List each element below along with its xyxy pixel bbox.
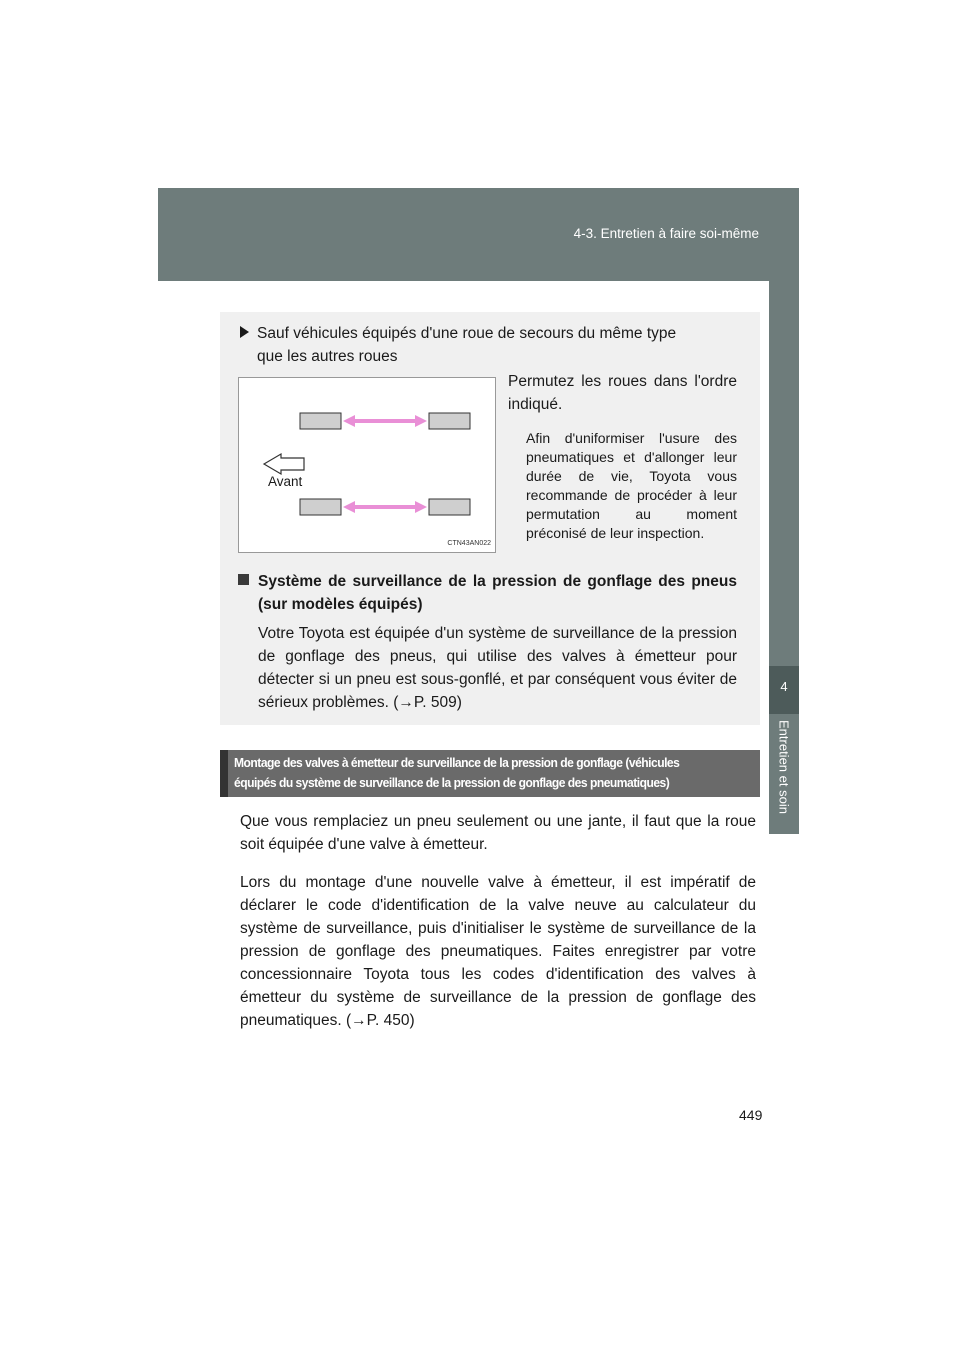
chapter-number: 4 bbox=[780, 679, 788, 694]
subheading-accent bbox=[220, 750, 228, 797]
double-arrow-rear bbox=[343, 501, 427, 513]
bullet-text-2: que les autres roues bbox=[257, 348, 398, 365]
subheading-line-1: Montage des valves à émetteur de surveillance de la pression de gonflage (véhicules bbox=[234, 755, 680, 770]
rotation-diagram bbox=[239, 378, 495, 552]
front-label: Avant bbox=[268, 474, 303, 489]
valve-subheading bbox=[220, 750, 760, 797]
subheading-text bbox=[234, 753, 755, 793]
note-box bbox=[220, 312, 760, 725]
paragraph-2: Lors du montage d'une nouvelle valve à émetteur, il est impératif de déclarer le code d'identification de la valve neuve au calculateur du système de surveillance, puis d'initialiser le système de surveillance de la pression de gonflage des pneumatiques. Faites enregistrer par votre concessionnaire Toyota tous les codes d'identification des valves à émetteur du système de surveillance de la pression de gonflage des pneumatiques. (→P. 450) bbox=[240, 874, 756, 1029]
chapter-header bbox=[158, 188, 799, 281]
tire-rear-left bbox=[300, 499, 341, 515]
rotation-note: Afin d'uniformiser l'usure des pneumatiques et d'allonger leur durée de vie, Toyota vous recommande de procéder à leur permutation au moment préconisé de leur inspection. bbox=[526, 430, 737, 541]
chapter-number-box bbox=[769, 666, 799, 714]
rotation-instruction: Permutez les roues dans l'ordre indiqué. bbox=[508, 373, 737, 413]
front-arrow-icon bbox=[264, 454, 304, 474]
subheading-line-2: équipés du système de surveillance de la pression de gonflage des pneumatiques) bbox=[234, 775, 670, 790]
bullet-text-1: Sauf véhicules équipés d'une roue de secours du même type bbox=[257, 325, 677, 342]
tpms-title: Système de surveillance de la pression de gonflage des pneus (sur modèles équipés) bbox=[258, 573, 737, 613]
tire-front-right bbox=[429, 413, 470, 429]
tire-rotation-figure bbox=[238, 377, 496, 553]
tire-front-left bbox=[300, 413, 341, 429]
tpms-section bbox=[238, 570, 737, 714]
section-title: 4-3. Entretien à faire soi-même bbox=[573, 226, 759, 241]
bullet-item bbox=[240, 322, 737, 368]
page-number: 449 bbox=[739, 1107, 763, 1123]
tire-rear-right bbox=[429, 499, 470, 515]
square-bullet-icon bbox=[238, 574, 249, 585]
chapter-label: Entretien et soin bbox=[776, 720, 792, 814]
double-arrow-front bbox=[343, 415, 427, 427]
tpms-body: Votre Toyota est équipée d'un système de surveillance de la pression de gonflage des pneus, qui utilise des valves à émetteur pour détecter si un pneu est sous-gonflé, et par conséquent vous éviter de sérieux problèmes. (→P. 509) bbox=[258, 625, 737, 711]
triangle-bullet-icon bbox=[240, 326, 249, 338]
figure-code: CTN43AN022 bbox=[447, 540, 491, 547]
paragraph-1: Que vous remplaciez un pneu seulement ou une jante, il faut que la roue soit équipée d'une valve à émetteur. bbox=[240, 813, 756, 853]
